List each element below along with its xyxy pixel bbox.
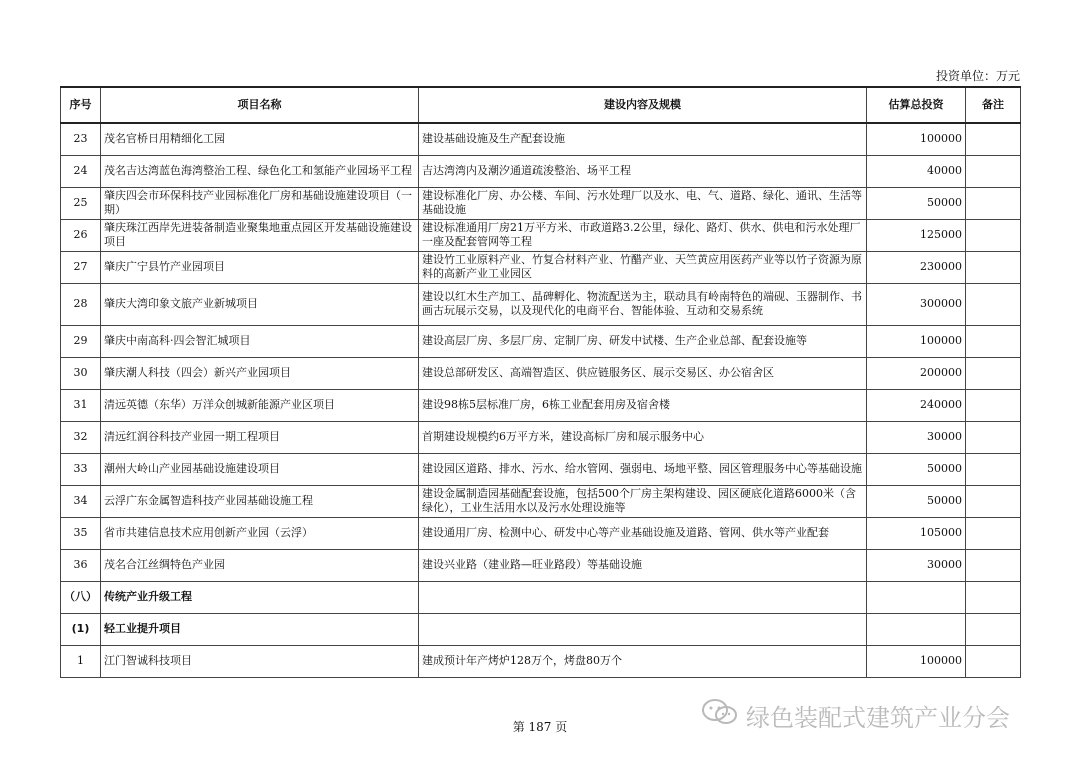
row-project-name: 肇庆四会市环保科技产业园标准化厂房和基础设施建设项目（一期） — [101, 187, 419, 219]
row-remark — [966, 581, 1021, 613]
table-body — [61, 123, 1021, 677]
row-investment: 230000 — [867, 251, 966, 283]
row-project-name: 传统产业升级工程 — [101, 581, 419, 613]
row-project-name: 茂名吉达湾蓝色海湾整治工程、绿色化工和氢能产业园场平工程 — [101, 155, 419, 187]
row-number: 30 — [61, 357, 101, 389]
row-number: 36 — [61, 549, 101, 581]
header-content: 建设内容及规模 — [419, 87, 867, 123]
row-investment: 30000 — [867, 549, 966, 581]
row-content: 建设标准通用厂房21万平方米、市政道路3.2公里，绿化、路灯、供水、供电和污水处理厂一座及配套管网等工程 — [419, 219, 867, 251]
row-remark — [966, 325, 1021, 357]
row-remark — [966, 485, 1021, 517]
row-project-name: 茂名官桥日用精细化工园 — [101, 123, 419, 155]
row-investment: 240000 — [867, 389, 966, 421]
wechat-icon — [700, 697, 740, 733]
row-content: 建设通用厂房、检测中心、研发中心等产业基础设施及道路、管网、供水等产业配套 — [419, 517, 867, 549]
table-row — [61, 251, 1021, 283]
header-remark: 备注 — [966, 87, 1021, 123]
row-remark — [966, 613, 1021, 645]
row-content: 建设竹工业原料产业、竹复合材料产业、竹醋产业、天竺黄应用医药产业等以竹子资源为原料的高新产业工业园区 — [419, 251, 867, 283]
table-row — [61, 187, 1021, 219]
row-remark — [966, 251, 1021, 283]
investment-unit-note: 投资单位：万元 — [935, 69, 1020, 83]
row-number: 33 — [61, 453, 101, 485]
row-remark — [966, 517, 1021, 549]
row-number: 28 — [61, 283, 101, 325]
row-remark — [966, 453, 1021, 485]
row-number: （八） — [61, 581, 101, 613]
row-content: 建设98栋5层标准厂房，6栋工业配套用房及宿舍楼 — [419, 389, 867, 421]
row-investment: 50000 — [867, 453, 966, 485]
row-project-name: 肇庆中南高科·四会智汇城项目 — [101, 325, 419, 357]
row-investment: 40000 — [867, 155, 966, 187]
header-no: 序号 — [61, 87, 101, 123]
row-investment — [867, 581, 966, 613]
row-investment: 100000 — [867, 645, 966, 677]
row-investment: 300000 — [867, 283, 966, 325]
row-investment: 100000 — [867, 123, 966, 155]
row-investment: 30000 — [867, 421, 966, 453]
row-number: 27 — [61, 251, 101, 283]
row-project-name: 茂名合江丝绸特色产业园 — [101, 549, 419, 581]
header-name: 项目名称 — [101, 87, 419, 123]
row-remark — [966, 155, 1021, 187]
row-remark — [966, 283, 1021, 325]
row-number: 24 — [61, 155, 101, 187]
row-content: 建设高层厂房、多层厂房、定制厂房、研发中试楼、生产企业总部、配套设施等 — [419, 325, 867, 357]
row-project-name: 清远红润谷科技产业园一期工程项目 — [101, 421, 419, 453]
row-remark — [966, 219, 1021, 251]
row-project-name: 轻工业提升项目 — [101, 613, 419, 645]
row-content: 建设园区道路、排水、污水、给水管网、强弱电、场地平整、园区管理服务中心等基础设施 — [419, 453, 867, 485]
project-table — [60, 86, 1021, 678]
row-content: 建设兴业路（建业路—旺业路段）等基础设施 — [419, 549, 867, 581]
row-investment: 125000 — [867, 219, 966, 251]
row-content: 建设以红木生产加工、晶碑孵化、物流配送为主，联动具有岭南特色的端砚、玉器制作、书画古玩展示交易，以及现代化的电商平台、智能体验、互动和交易系统 — [419, 283, 867, 325]
row-number: 31 — [61, 389, 101, 421]
row-investment: 200000 — [867, 357, 966, 389]
row-content — [419, 581, 867, 613]
row-content: 吉达湾湾内及潮汐通道疏浚整治、场平工程 — [419, 155, 867, 187]
table-row — [61, 123, 1021, 155]
table-row — [61, 155, 1021, 187]
row-investment: 100000 — [867, 325, 966, 357]
table-row — [61, 219, 1021, 251]
row-remark — [966, 357, 1021, 389]
row-project-name: 江门智诚科技项目 — [101, 645, 419, 677]
row-investment: 105000 — [867, 517, 966, 549]
row-remark — [966, 421, 1021, 453]
row-remark — [966, 645, 1021, 677]
table-row — [61, 613, 1021, 645]
row-content: 建设金属制造园基础配套设施，包括500个厂房主架构建设、园区硬底化道路6000米（含绿化），工业生活用水以及污水处理设施等 — [419, 485, 867, 517]
row-investment — [867, 613, 966, 645]
row-content: 首期建设规模约6万平方米，建设高标厂房和展示服务中心 — [419, 421, 867, 453]
row-content: 建设标准化厂房、办公楼、车间、污水处理厂以及水、电、气、道路、绿化、通讯、生活等基础设施 — [419, 187, 867, 219]
table-row — [61, 645, 1021, 677]
table-row — [61, 357, 1021, 389]
table-row — [61, 421, 1021, 453]
table-row — [61, 549, 1021, 581]
row-content: 建设总部研发区、高端智造区、供应链服务区、展示交易区、办公宿舍区 — [419, 357, 867, 389]
row-remark — [966, 389, 1021, 421]
table-row — [61, 581, 1021, 613]
watermark-text: 绿色装配式建筑产业分会 — [746, 703, 1010, 732]
row-number: (1) — [61, 613, 101, 645]
table-row — [61, 517, 1021, 549]
table-row — [61, 283, 1021, 325]
header-investment: 估算总投资 — [867, 87, 966, 123]
row-number: 26 — [61, 219, 101, 251]
row-number: 29 — [61, 325, 101, 357]
table-row — [61, 389, 1021, 421]
row-number: 35 — [61, 517, 101, 549]
row-investment: 50000 — [867, 485, 966, 517]
row-remark — [966, 549, 1021, 581]
row-investment: 50000 — [867, 187, 966, 219]
table-row — [61, 453, 1021, 485]
row-project-name: 肇庆广宁县竹产业园项目 — [101, 251, 419, 283]
table-row — [61, 485, 1021, 517]
row-project-name: 肇庆大湾印象文旅产业新城项目 — [101, 283, 419, 325]
row-number: 23 — [61, 123, 101, 155]
row-number: 1 — [61, 645, 101, 677]
row-project-name: 云浮广东金属智造科技产业园基础设施工程 — [101, 485, 419, 517]
row-project-name: 肇庆珠江西岸先进装备制造业聚集地重点园区开发基础设施建设项目 — [101, 219, 419, 251]
row-content: 建成预计年产烤炉128万个，烤盘80万个 — [419, 645, 867, 677]
row-number: 32 — [61, 421, 101, 453]
row-project-name: 潮州大岭山产业园基础设施建设项目 — [101, 453, 419, 485]
watermark — [700, 697, 1010, 733]
page-number: 第 187 页 — [512, 720, 568, 734]
row-project-name: 肇庆潮人科技（四会）新兴产业园项目 — [101, 357, 419, 389]
row-content: 建设基础设施及生产配套设施 — [419, 123, 867, 155]
row-number: 34 — [61, 485, 101, 517]
row-content — [419, 613, 867, 645]
table-header-row — [61, 87, 1021, 123]
row-remark — [966, 187, 1021, 219]
table-row — [61, 325, 1021, 357]
row-project-name: 清远英德（东华）万洋众创城新能源产业区项目 — [101, 389, 419, 421]
row-project-name: 省市共建信息技术应用创新产业园（云浮） — [101, 517, 419, 549]
row-number: 25 — [61, 187, 101, 219]
row-remark — [966, 123, 1021, 155]
